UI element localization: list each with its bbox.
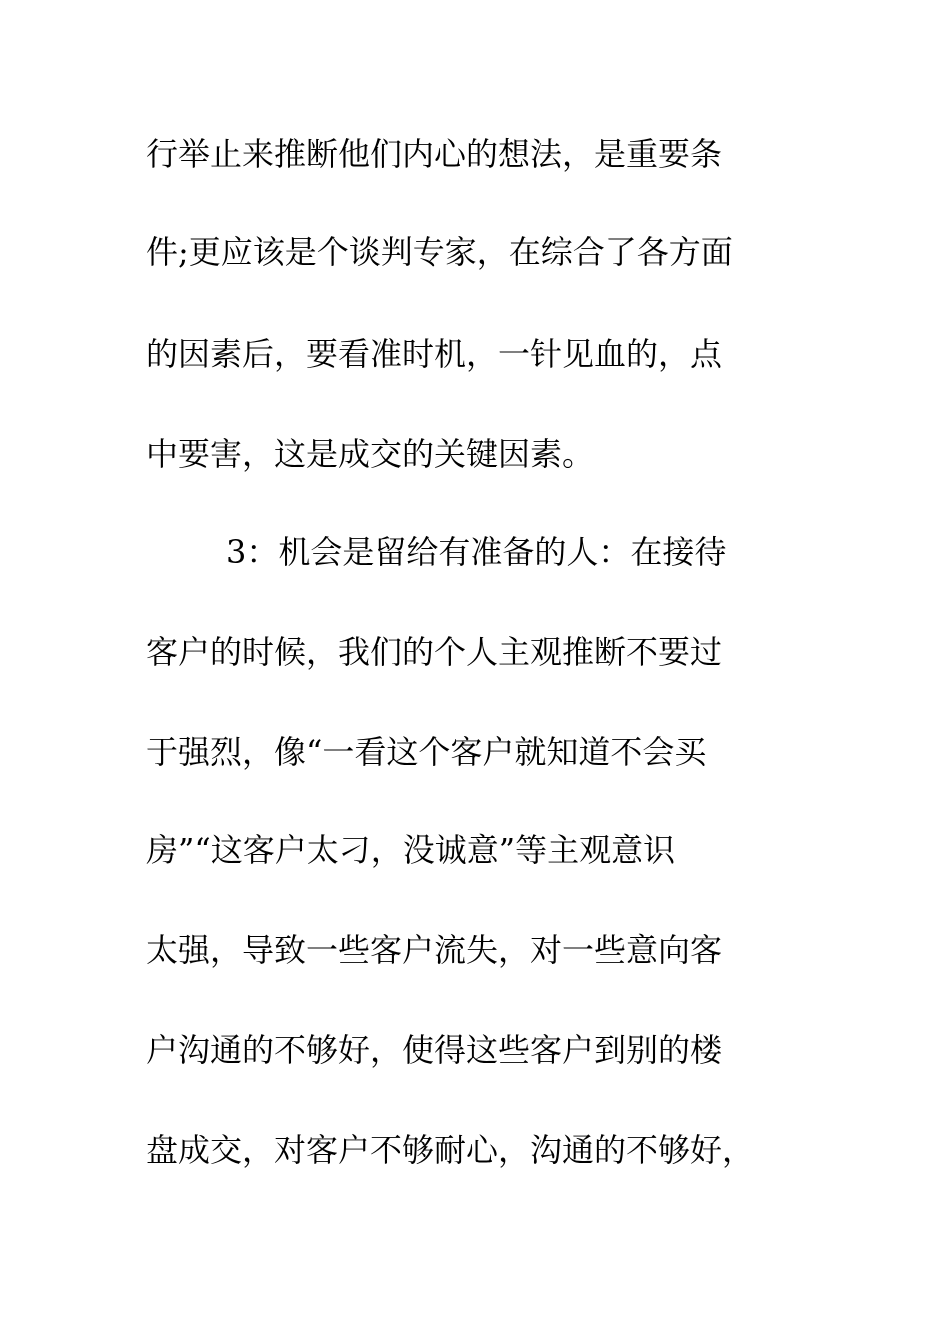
text-line: 件;更应该是个谈判专家，在综合了各方面	[146, 233, 733, 271]
text-line: 盘成交，对客户不够耐心，沟通的不够好，	[146, 1131, 755, 1169]
text-line: 行举止来推断他们内心的想法，是重要条	[146, 135, 723, 173]
text-line: 中要害，这是成交的关键因素。	[146, 435, 595, 473]
text-line: 的因素后，要看准时机，一针见血的，点	[146, 335, 723, 373]
text-line: 房”“这客户太刁，没诚意”等主观意识	[146, 831, 676, 869]
text-line: 于强烈，像“一看这个客户就知道不会买	[146, 733, 707, 771]
text-line: 户沟通的不够好，使得这些客户到别的楼	[146, 1031, 723, 1069]
text-line: 客户的时候，我们的个人主观推断不要过	[146, 633, 723, 671]
paragraph-start-line: 3：机会是留给有准备的人：在接待	[226, 533, 727, 571]
text-line: 太强，导致一些客户流失，对一些意向客	[146, 931, 723, 969]
